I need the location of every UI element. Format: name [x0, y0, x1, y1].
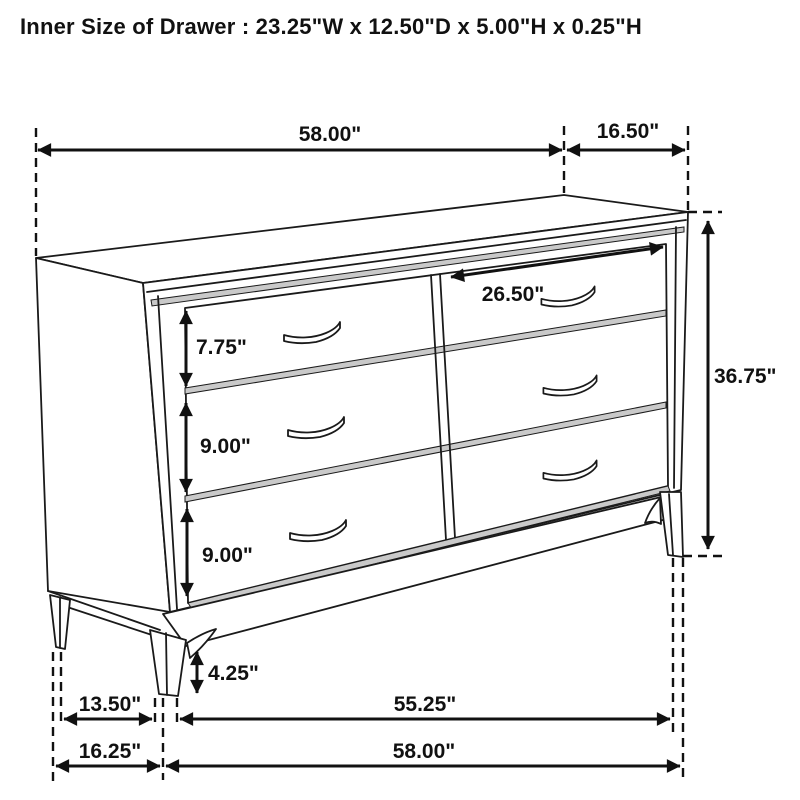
dimension-label-top-depth: 16.50" [596, 120, 660, 143]
dimension-front-leg-span [180, 693, 670, 719]
dresser-drawing [36, 195, 688, 696]
dimension-leg-spacing-outer [56, 740, 160, 766]
dimension-label-front-leg-span: 55.25" [393, 693, 457, 716]
dimension-leg-height [197, 652, 259, 693]
dimension-leg-spacing-inner [64, 693, 152, 719]
dimension-label-drawer3-height: 9.00" [202, 544, 253, 567]
dimension-overall-height [708, 221, 777, 549]
dimension-bottom-width [166, 740, 680, 766]
dimension-label-leg-height: 4.25" [208, 662, 259, 685]
dimension-label-drawer2-height: 9.00" [200, 435, 251, 458]
dimension-label-leg-spacing-inner: 13.50" [78, 693, 142, 716]
dimension-top-depth [567, 120, 685, 150]
page-title: Inner Size of Drawer : 23.25"W x 12.50"D x 5.00"H x 0.25"H [20, 14, 642, 39]
dimension-label-bottom-width: 58.00" [392, 740, 456, 763]
dimension-label-overall-height: 36.75" [714, 365, 777, 388]
front-left-leg [150, 630, 186, 696]
dimension-label-drawer1-height: 7.75" [196, 336, 247, 359]
dimension-top-width [38, 123, 562, 150]
dimension-label-top-width: 58.00" [298, 123, 362, 146]
dimension-label-drawer-width: 26.50" [481, 283, 545, 306]
front-left-leg-edge [166, 633, 167, 695]
dimension-label-leg-spacing-outer: 16.25" [78, 740, 142, 763]
